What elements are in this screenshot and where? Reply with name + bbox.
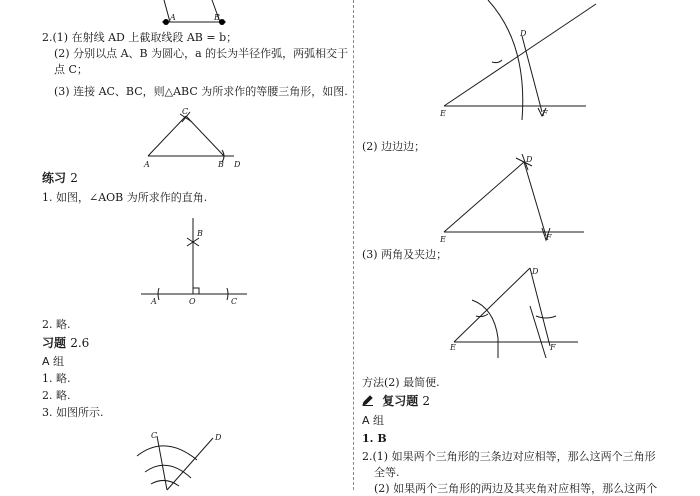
fig-label-A: A <box>170 13 176 22</box>
fig-label-C: C <box>182 107 189 116</box>
review-heading <box>362 394 430 408</box>
fig-label-A: A <box>151 297 157 306</box>
fig-label-E: E <box>440 109 446 118</box>
fig-label-E: E <box>440 235 446 244</box>
fig-label-D: D <box>532 267 539 276</box>
exercise-heading <box>42 336 89 350</box>
ex-item3: 3. 如图所示. <box>42 406 104 419</box>
fig-label-O: O <box>189 297 196 306</box>
fig-label-F: F <box>546 233 552 242</box>
pencil-icon <box>362 394 374 406</box>
p2-item1: 1. 如图，∠AOB 为所求作的直角. <box>42 191 208 204</box>
figure-sas <box>436 0 616 120</box>
fig-label-D: D <box>215 433 222 442</box>
review-item2-line1: 2.(1) 如果两个三角形的三条边对应相等，那么这两个三角形 <box>362 450 656 463</box>
fig-label-B: B <box>214 13 220 22</box>
figure-sss <box>436 150 596 246</box>
review-word: 复习题 <box>382 394 419 408</box>
ex-item1: 1. 略. <box>42 372 71 385</box>
fig-label-E: E <box>450 343 456 352</box>
item2-line1: 2.(1) 在射线 AD 上截取线段 AB = b； <box>42 31 238 44</box>
figure-top-triangle <box>150 0 240 30</box>
fig-label-D: D <box>520 29 527 38</box>
practice2-num: 2 <box>70 171 78 185</box>
figure-isosceles-triangle <box>138 106 248 170</box>
fig-label-A: A <box>144 160 150 169</box>
label-sss: (2) 边边边； <box>362 140 426 153</box>
fig-label-F: F <box>550 343 556 352</box>
practice2-word: 练习 <box>42 171 67 185</box>
fig-label-C: C <box>151 431 158 440</box>
ex-item2: 2. 略. <box>42 389 71 402</box>
exercise-word: 习题 <box>42 336 67 350</box>
label-asa: (3) 两角及夹边； <box>362 248 448 261</box>
review-item2-line3: (2) 如果两个三角形的两边及其夹角对应相等，那么这两个 <box>374 482 658 495</box>
review-item2-line2: 全等. <box>374 466 400 479</box>
group-a-left: A 组 <box>42 355 65 368</box>
figure-asa <box>446 262 586 362</box>
figure-right-angle <box>137 212 251 312</box>
practice2-heading <box>42 171 78 185</box>
fig-label-B: B <box>218 160 224 169</box>
column-divider <box>353 0 354 490</box>
exercise-num: 2.6 <box>70 336 90 350</box>
p2-item2: 2. 略. <box>42 318 71 331</box>
fig-label-F: F <box>542 109 548 118</box>
fig-label-C: C <box>231 297 238 306</box>
fig-label-D: D <box>526 155 533 164</box>
group-a-right: A 组 <box>362 414 385 427</box>
fig-label-D: D <box>234 160 241 169</box>
review-item1: 1. B <box>362 432 387 445</box>
fig-label-B: B <box>197 229 203 238</box>
item2-line4: (3) 连接 AC、BC，则△ABC 为所求作的等腰三角形，如图. <box>54 85 348 98</box>
method-note: 方法(2) 最简便. <box>362 376 440 389</box>
figure-bottom-construction <box>135 426 235 490</box>
item2-line3: 点 C； <box>54 63 88 76</box>
review-num: 2 <box>422 394 431 408</box>
item2-line2: (2) 分别以点 A、B 为圆心，a 的长为半径作弧，两弧相交于 <box>54 47 349 60</box>
